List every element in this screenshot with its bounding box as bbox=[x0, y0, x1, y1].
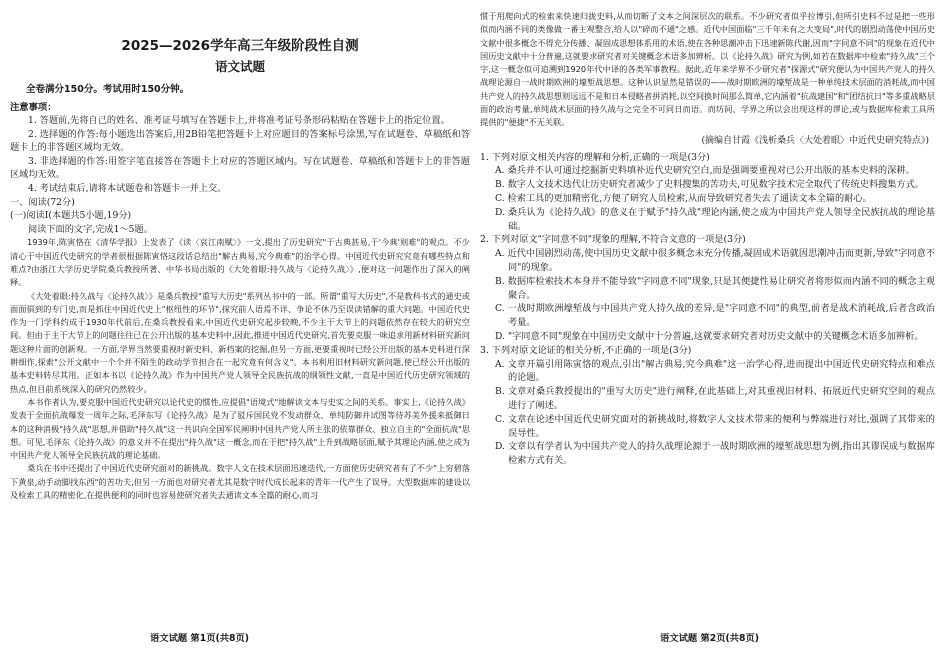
exam-title: 2025—2026学年高三年级阶段性自测 bbox=[121, 38, 359, 54]
question-option: C. 一战时期欧洲壕堑战与中国共产党人持久战的差异,是"字同意不同"的典型,前者是战术消耗战,后者含政治考量。 bbox=[495, 303, 935, 329]
notice-heading: 注意事项： bbox=[10, 102, 57, 113]
passage-paragraph: 本书作者认为,要克服中国近代史研究以论代史的惯性,应提倡"语境式"地解读文本与史实之间的关系。事实上,《论持久战》发表于全面抗战爆发一周年之际,毛泽东写《论持久战》是为了驳斥国民党不发动群众、单纯防御并试图等待苏美外援来抵御日本的这种消极"持久战"思想,并借助"持久战"这一共识向全国军民阐明中国共产党人所主张的依靠群众、独立自主的"全面抗战"思想。可见,毛泽东《论持久战》的意义并不在提出"持久战"这一概念,而在于把"持久战"上升到战略层面,赋予其理论内涵,使之成为中国共产党人领导全民族抗战的理论基础。 bbox=[10, 396, 470, 461]
passage-paragraph: 1939年,陈寅恪在《清华学报》上发表了《读〈哀江南赋〉》一文,提出了历史研究"于古典甚易,于'今典'则难"的观点。不少清心于中国近代史研究的学者很根据陈寅恪这段话总结出"解古典易,究今典难"的治学心得。中国近代史研究究竟有哪些特点和难点?由浙江大学历史学院桑兵教授所著、中华书局出版的《大处着眼:持久战与〈论持久战〉》,便对这一问题作出了深入的阐释。 bbox=[10, 237, 470, 288]
notice-item: 1. 答题前,先将自己的姓名、准考证号填写在答题卡上,并将准考证号条形码粘贴在答题卡上的指定位置。 bbox=[28, 115, 450, 126]
question-option: B. 数字人文技术迭代让历史研究者减少了史料搜集的苦功夫,可见数字技术完全取代了传统史料搜集方式。 bbox=[495, 179, 924, 191]
notice-item: 3. 非选择题的作答:用签字笔直接答在答题卡上对应的答题区域内。写在试题卷、草稿纸和答题卡上的非答题区域均无效。 bbox=[10, 155, 470, 181]
question-option: D. "字同意不同"现象在中国历史文献中十分普遍,这就要求研究者对历史文献中的关键概念术语多加辨析。 bbox=[495, 331, 924, 343]
page-1-column bbox=[10, 10, 470, 502]
question-stem: 1. 下列对原文相关内容的理解和分析,正确的一项是(3分) bbox=[480, 151, 710, 163]
passage-citation: (摘编自甘霞《浅析桑兵〈大处着眼〉中近代史研究特点》) bbox=[701, 135, 929, 146]
passage-paragraph: 《大处着眼:持久战与〈论持久战〉》是桑兵教授"重写大历史"系列丛书中的一部。所谓"重写大历史",不是教科书式的通史或面面俱到的专门史,而是抓住中国近代史上"枢纽性的环节",探究前人语焉不详、争论不休乃至误读错解的重大问题。中国近代史作为一门学科约成于1930年代前后,在桑兵教授看来,中国近代史研究起步较晚,不少主干大节上的问题依然存在较大的研究空间。但由于主干大节上的问题往往已在公开出版的基本史料中,因此,推进中国近代史研究,首先要克服一味追求用新材料研究新问题这种片面的创新观。一方面,学界当然要重视时新史料、新档案的挖掘,但另一方面,更要重视时已经公开出版的基本史料进行深耕细作,探索"公开文献中一个个并不陌生的政动学节担合在一起究竟有何含义"。本书利用旧材料研究新问题,使已经公开出版的基本史料转尽其用。正如本书以《论持久战》作为中国共产党人领导全民族抗战的纲领性文献,一直是中国近代历史研究领域的热点,但目前系统深入的研究仍然较少。 bbox=[10, 290, 470, 394]
passage-continued: 惯于用爬向式的检索来快速归拢史料,从而切断了文本之间深层次的联系。不少研究者似乎拉博引,但所引史料不过是把一些形似而内涵不同的类像做一番主观整合,给人以"碎而不通"之感。近代中国面临"三千年未有之大变局",时代的剧烈动荡使中国历史文献中很多概念不得充分传播、凝固成思想体系用的术语,使在各种思潮冲击下迅速新陈代谢,因而"字同意不同"的现象在近代中国历史文献中十分普遍,这就要求研究者对关键概念术语多加辨析。以《论持久战》研究为例,如若在数据库中检索"持久战"三个字,这一概念似可追溯到1920年代中译的各类军事教程。据此,近年来学界不少研究者"探源式"研究便认为中国共产党人的持久战理论源自一战时期欧洲的壕堑战思想。这种认识显然是错误的——战时期欧洲的壕堑战是一种单纯技术层面的消耗战,而中国共产党人的持久战思想则远远不是和日本侵略者拼消耗,以空间换时间那么简单,它内涵着"抗战建国"和"团结抗日"等多重战略层面的政治考量,单纯战术层面的持久战与之完全不可同日而语。而坊间、学界之所以会出现这样的谬论,或与数据库检索工具所提供的"便捷"不无关联。 bbox=[480, 11, 935, 128]
page-1-footer: 语文试题 第1页(共8页) bbox=[150, 633, 250, 644]
score-info: 全卷满分150分。考试用时150分钟。 bbox=[26, 84, 190, 95]
reading-instruction: 阅读下面的文字,完成1～5题。 bbox=[28, 223, 153, 235]
notice-item: 4. 考试结束后,请将本试题卷和答题卡一并上交。 bbox=[28, 182, 227, 194]
question-option: A. 近代中国剧烈动荡,使中国历史文献中很多概念未充分传播,凝固成术语就因思潮冲击而更新,导致"字同意不同"的现象。 bbox=[495, 248, 935, 274]
passage-paragraph: 桑兵在书中还提出了中国近代史研究面对的新挑战。数字人文在技术层面迅速迭代,一方面使历史研究者有了不少"上穷碧落下黄泉,动手动脚找东西"的苦功夫,但另一方面也对研究者尤其是数字时代成长起来的青年一代产生了误导。大型数据库的建设以及检索工具的精密化,在提供便利的同时也容易使研究者失去通读文本全篇的耐心,而习 bbox=[10, 463, 470, 500]
question-option: D. 桑兵认为《论持久战》的意义在于赋予"持久战"理论内涵,使之成为中国共产党人领导全民族抗战的理论基础。 bbox=[495, 206, 935, 232]
question-stem: 3. 下列对原文论证的相关分析,不正确的一项是(3分) bbox=[480, 344, 692, 356]
subsection-title: (一)阅读Ⅰ(本题共5小题,19分) bbox=[10, 210, 132, 222]
question-stem: 2. 下列对原文"字同意不同"现象的理解,不符合文意的一项是(3分) bbox=[480, 234, 746, 246]
question-option: C. 文章在论述中国近代史研究面对的新挑战时,将数字人文技术带来的便利与弊端进行对比,强调了其带来的误导性。 bbox=[495, 413, 935, 439]
notice-item: 2. 选择题的作答:每小题选出答案后,用2B铅笔把答题卡上对应题目的答案标号涂黑,写在试题卷、草稿纸和答题卡上的非答题区域均无效。 bbox=[10, 128, 470, 154]
question-option: B. 文章对桑兵教授提出的"重写大历史"进行阐释,在此基础上,对其重视旧材料、拓展近代史研究空间的观点进行了阐述。 bbox=[495, 386, 935, 412]
question-option: A. 文章开篇引用陈寅恪的观点,引出"解古典易,究今典难"这一治学心得,进而提出中国近代史研究特点和难点的论题。 bbox=[495, 358, 935, 384]
question-option: D. 文章以有学者认为中国共产党人的持久战理论源于一战时期欧洲的壕堑战思想为例,指出其谬误成与数据库检索方式有关。 bbox=[495, 441, 935, 467]
question-option: A. 桑兵并不认可通过挖掘新史料填补近代史研究空白,而是强调要重视对已公开出版的基本史料的深耕。 bbox=[495, 165, 915, 177]
page-2-column bbox=[480, 10, 935, 468]
question-option: B. 数据库检索技术本身并不能导致"字同意不同"现象,只是其便捷性易让研究者将形似而内涵不同的概念主观聚合。 bbox=[495, 275, 935, 301]
page-2-footer: 语文试题 第2页(共8页) bbox=[660, 633, 760, 644]
section-title: 一、阅读(72分) bbox=[10, 196, 75, 208]
exam-subject: 语文试题 bbox=[214, 59, 265, 74]
question-option: C. 检索工具的更加精密化,方便了研究人员检索,从而导致研究者失去了通读文本全篇的耐心。 bbox=[495, 193, 872, 205]
